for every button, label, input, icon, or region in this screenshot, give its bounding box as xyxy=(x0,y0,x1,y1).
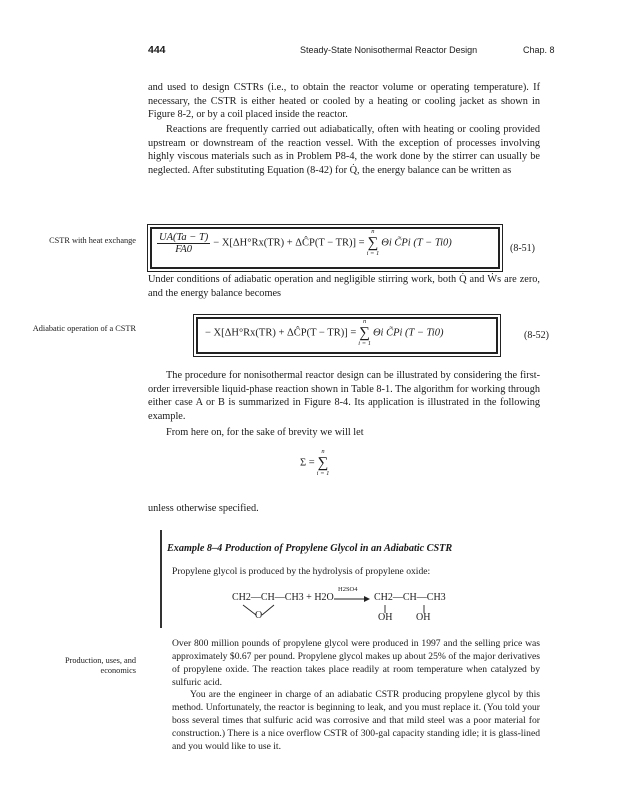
eq1-denominator: FA0 xyxy=(175,243,193,255)
reaction-reactants: CH2—CH—CH3 + H2O xyxy=(232,592,334,603)
eq3-sum-upper: n xyxy=(321,448,325,455)
equation-8-52 xyxy=(205,318,443,348)
eq2-sum-lower: i = 1 xyxy=(358,340,371,347)
example-paragraph-2: You are the engineer in charge of an adiabatic CSTR producing propylene glycol by this method. Unfortunately, the reactor is beginning to leak, and you must replace it. (You told your boss several times that sulfuric acid was corrosive and that mild steel was a poor material for construction.) There is a nice overflow CSTR of 300-gal capacity standing idle; it is glass-lined and you would like to use it. xyxy=(172,689,540,752)
eq1-sum-lower: i = 1 xyxy=(366,250,380,257)
equation-number-8-52: (8-52) xyxy=(524,330,549,341)
sigma-symbol: ∑ xyxy=(359,325,370,341)
paragraph-1: and used to design CSTRs (i.e., to obtain the reactor volume or operating temperature). If necessary, the CSTR is either heated or cooled by a heating or cooling jacket as shown in Figure 8-2, or by a coil placed inside the reactor. xyxy=(148,82,540,121)
page-number: 444 xyxy=(148,44,166,56)
margin-note-cstr-heat: CSTR with heat exchange xyxy=(49,236,136,245)
sum-definition xyxy=(300,448,331,478)
product-oh-1: OH xyxy=(378,612,393,623)
example-title: Example 8–4 Production of Propylene Glycol in an Adiabatic CSTR xyxy=(167,543,453,554)
equation-8-51 xyxy=(157,228,452,258)
eq1-middle: − X[ΔH°Rx(TR) + ΔĈP(T − TR)] = xyxy=(213,237,365,249)
margin-note-production: Production, uses, and economics xyxy=(65,656,136,675)
catalyst-label: H2SO4 xyxy=(338,586,358,593)
paragraph-4: The procedure for nonisothermal reactor design can be illustrated by considering the first-order irreversible liquid-phase reaction shown in Table 8-1. The algorithm for working through either case A or B is summarized in Figure 8-4. Its application is illustrated in the following example. xyxy=(148,370,540,422)
eq1-numerator: UA(Ta − T) xyxy=(159,231,209,243)
paragraph-2: Reactions are frequently carried out adiabatically, often with heating or cooling provided upstream or downstream of the reaction vessel. With the exception of processes involving highly viscous materials such as in Problem P8-4, the work done by the stirrer can usually be neglected. After substituting Equation (8-42) for Q̇, the energy balance can be written as xyxy=(148,124,540,176)
equation-number-8-51: (8-51) xyxy=(510,243,535,254)
product-oh-2: OH xyxy=(416,612,431,623)
running-title: Steady-State Nonisothermal Reactor Design xyxy=(300,45,478,55)
eq3-left: Σ = xyxy=(300,457,315,469)
reaction-arrow xyxy=(333,594,371,604)
eq1-right: Θi C̃Pi (T − Ti0) xyxy=(381,237,452,249)
eq2-left: − X[ΔH°Rx(TR) + ΔĈP(T − TR)] = xyxy=(205,327,357,339)
sigma-symbol: ∑ xyxy=(317,455,329,471)
sigma-symbol: ∑ xyxy=(367,235,379,251)
epoxide-oxygen: O xyxy=(255,610,263,621)
paragraph-6: unless otherwise specified. xyxy=(148,503,259,514)
paragraph-3: Under conditions of adiabatic operation and negligible stirring work, both Q̇ and Ẇs are zero, and the energy balance becomes xyxy=(148,274,540,299)
reaction-product: CH2—CH—CH3 xyxy=(374,592,446,603)
eq2-right: Θi C̃Pi (T − Ti0) xyxy=(372,327,444,339)
chapter-label: Chap. 8 xyxy=(523,45,555,55)
example-intro: Propylene glycol is produced by the hydrolysis of propylene oxide: xyxy=(172,566,431,577)
eq2-sum-upper: n xyxy=(362,318,367,325)
eq3-sum-lower: i = 1 xyxy=(316,470,330,477)
example-paragraph-1: Over 800 million pounds of propylene glycol were produced in 1997 and the selling price was approximately $0.67 per pound. Propylene glycol makes up about 25% of the major derivatives of propylene oxide. The reaction takes place readily at room temperature when catalyzed by sulfuric acid. xyxy=(172,638,540,688)
eq1-sum-upper: n xyxy=(371,228,375,235)
paragraph-5: From here on, for the sake of brevity we will let xyxy=(166,427,364,438)
example-side-rule xyxy=(160,530,162,628)
margin-note-adiabatic: Adiabatic operation of a CSTR xyxy=(32,324,136,333)
